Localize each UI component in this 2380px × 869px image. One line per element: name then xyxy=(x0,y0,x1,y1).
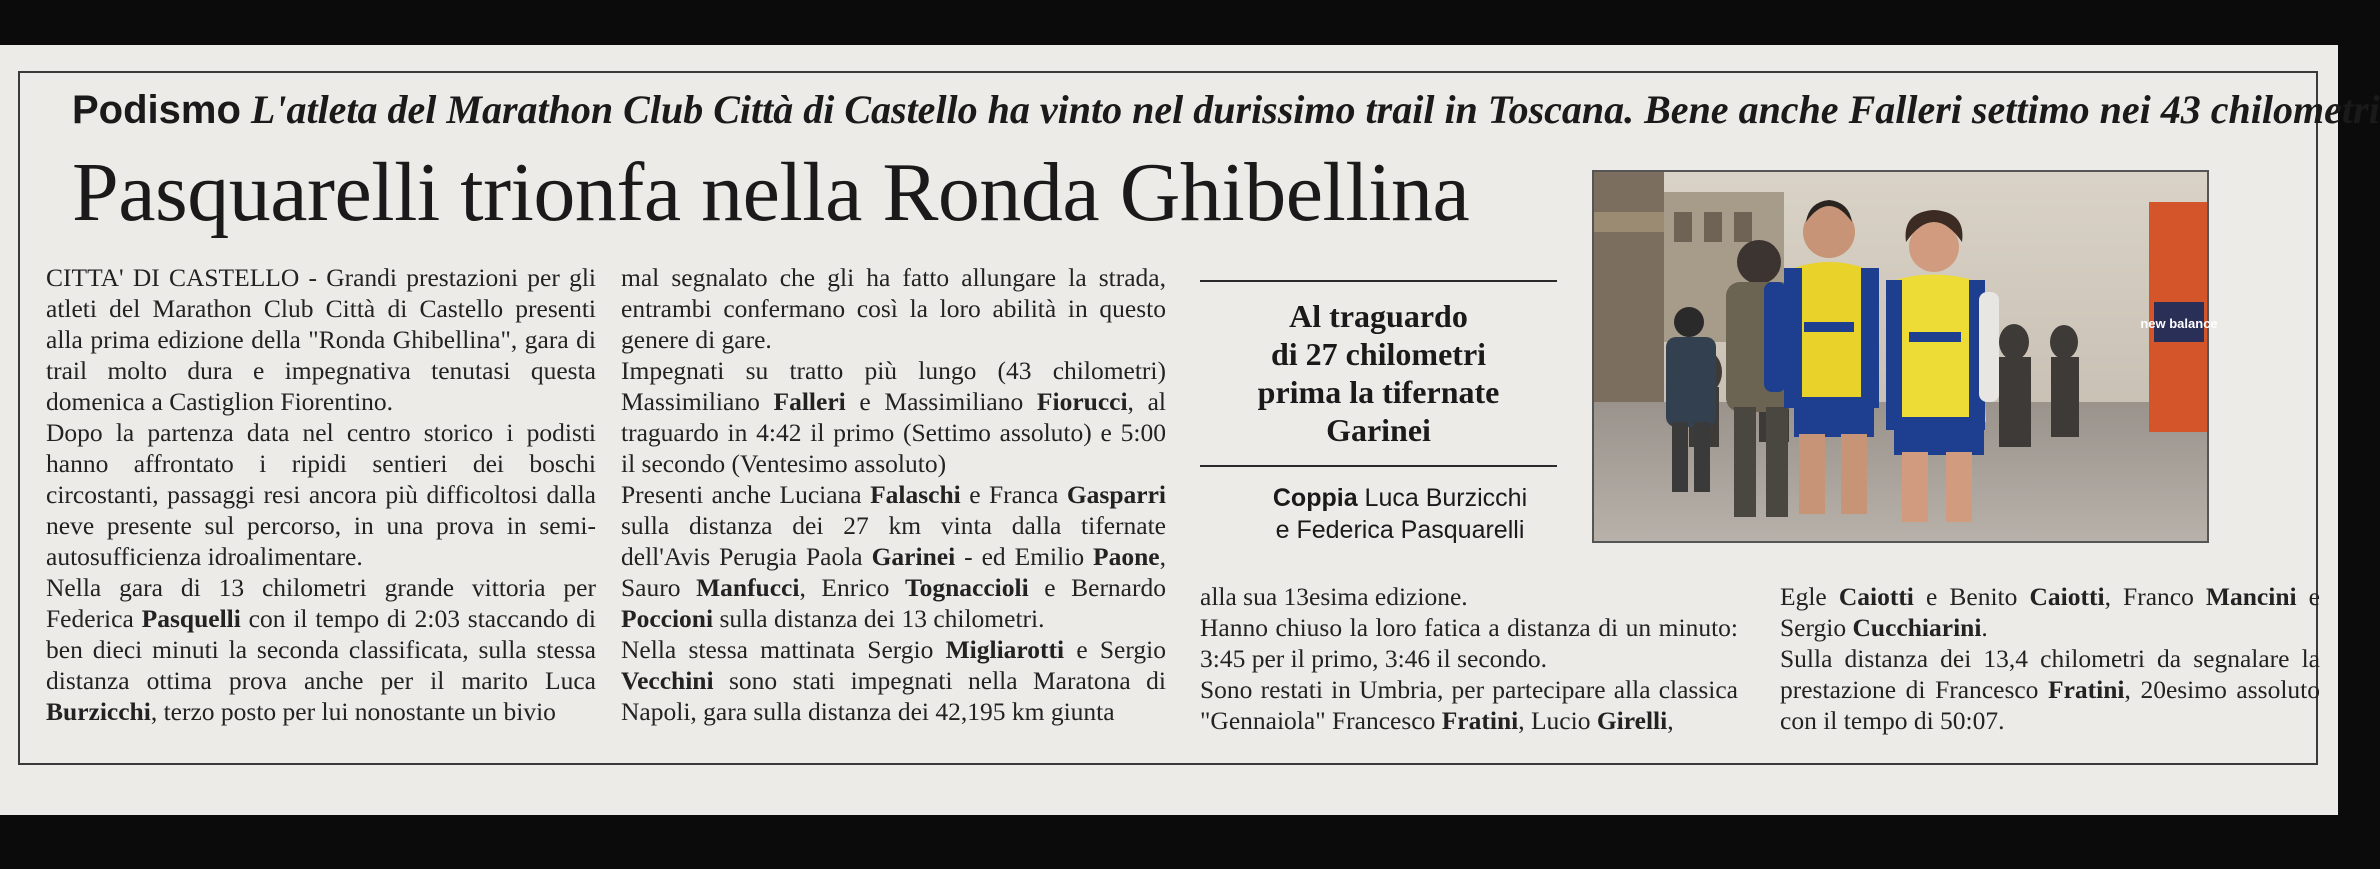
paragraph-text: Egle xyxy=(1780,582,1839,611)
pullquote-line: Al traguardo xyxy=(1289,298,1468,334)
athlete-surname: Caiotti xyxy=(1838,582,1914,611)
athlete-surname: Fiorucci xyxy=(1036,387,1128,416)
athlete-surname: Caiotti xyxy=(2029,582,2105,611)
paragraph-text: Impegnati su tratto più lungo (43 chilometri) Massimiliano xyxy=(621,356,1166,416)
paragraph-text: Presenti anche Luciana xyxy=(621,480,871,509)
kicker-line xyxy=(72,84,2380,136)
paragraph-text: sulla distanza dei 13 chilometri. xyxy=(713,604,1045,633)
paragraph-text: sono stati impegnati nella Maratona di Napoli, gara sulla distanza dei 42,195 km giunta xyxy=(621,666,1166,726)
athlete-surname: Burzicchi xyxy=(46,697,151,726)
body-column-1 xyxy=(46,262,596,727)
paragraph-text: con il tempo di 2:03 staccando di ben dieci minuti la seconda classificata, sulla stessa distanza ottima prova anche per il marito Luca xyxy=(46,604,597,695)
paragraph-text: , xyxy=(1667,706,1674,735)
paragraph-text: mal segnalato che gli ha fatto allungare la strada, entrambi confermano così la loro abilità in questo genere di gare. xyxy=(621,263,1166,354)
body-paragraph xyxy=(46,262,596,417)
athlete-surname: Falleri xyxy=(773,387,846,416)
paragraph-text: Dopo la partenza data nel centro storico i podisti hanno affrontato i ripidi sentieri dei boschi circostanti, passaggi resi ancora più difficoltosi dalla neve presente sul percorso, in una prova in semi-autosufficienza idroalimentare. xyxy=(46,418,596,571)
athlete-surname: Falaschi xyxy=(870,480,961,509)
body-column-4 xyxy=(1780,581,2320,736)
athlete-surname: Migliarotti xyxy=(945,635,1065,664)
photo-illustration xyxy=(1594,172,2218,541)
paragraph-text: e Sergio xyxy=(1064,635,1166,664)
pullquote xyxy=(1200,297,1557,449)
headline: Pasquarelli trionfa nella Ronda Ghibellina xyxy=(72,146,1470,239)
athlete-surname: Manfucci xyxy=(696,573,800,602)
paragraph-text: e Sergio xyxy=(1780,582,2320,642)
body-paragraph xyxy=(621,262,1166,355)
paragraph-text: , Lucio xyxy=(1518,706,1597,735)
athlete-surname: Gasparri xyxy=(1066,480,1166,509)
paragraph-text: , al traguardo in 4:42 il primo (Settimo assoluto) e 5:00 il secondo (Ventesimo assoluto) xyxy=(621,387,1166,478)
athlete-surname: Fratini xyxy=(2048,675,2125,704)
body-paragraph xyxy=(621,355,1166,479)
athlete-surname: Fratini xyxy=(1441,706,1519,735)
body-paragraph xyxy=(1780,581,2320,643)
body-paragraph xyxy=(46,417,596,572)
paragraph-text: e Franca xyxy=(960,480,1067,509)
athlete-surname: Garinei xyxy=(871,542,956,571)
paragraph-text: CITTA' DI CASTELLO - Grandi prestazioni per gli atleti del Marathon Club Città di Castello presenti alla prima edizione della "Ronda Ghibellina", gara di trail molto dura e impegnativa tenutasi questa domenica a Castiglion Fiorentino. xyxy=(46,263,596,416)
paragraph-text: e Benito xyxy=(1913,582,2030,611)
subheadline: L'atleta del Marathon Club Città di Castello ha vinto nel durissimo trail in Toscana. Bene anche Falleri settimo nei 43 chilometri xyxy=(250,87,2380,132)
pullquote-line: prima la tifernate xyxy=(1257,374,1500,410)
caption-text-2: e Federica Pasquarelli xyxy=(1275,516,1525,544)
paragraph-text: Nella gara di 13 chilometri grande vittoria per Federica xyxy=(46,573,596,633)
paragraph-text: Hanno chiuso la loro fatica a distanza di un minuto: 3:45 per il primo, 3:46 il secondo. xyxy=(1200,613,1738,673)
pullquote-rule-top xyxy=(1200,280,1557,282)
athlete-surname: Paone xyxy=(1093,542,1160,571)
paragraph-text: sulla distanza dei 27 km vinta dalla tifernate dell'Avis Perugia Paola xyxy=(621,511,1166,571)
section-label: Podismo xyxy=(72,88,241,132)
pullquote-line: Garinei xyxy=(1326,412,1431,448)
photo-caption xyxy=(1230,482,1570,546)
body-paragraph xyxy=(1200,612,1738,674)
caption-text: Luca Burzicchi xyxy=(1364,484,1528,512)
body-paragraph xyxy=(1200,581,1738,612)
paragraph-text: alla sua 13esima edizione. xyxy=(1200,582,1468,611)
athlete-surname: Tognaccioli xyxy=(904,573,1029,602)
body-paragraph xyxy=(1200,674,1738,736)
banner-logo-text: new balance xyxy=(2140,316,2218,331)
paragraph-text: , Enrico xyxy=(799,573,905,602)
pullquote-line: di 27 chilometri xyxy=(1270,336,1487,372)
paragraph-text: , 20esimo assoluto con il tempo di 50:07. xyxy=(1780,675,2320,735)
runners-photo xyxy=(1592,170,2218,543)
body-column-3 xyxy=(1200,581,1738,736)
pullquote-rule-bottom xyxy=(1200,465,1557,467)
athlete-surname: Poccioni xyxy=(621,604,714,633)
body-paragraph xyxy=(621,634,1166,727)
body-paragraph xyxy=(1780,643,2320,736)
athlete-surname: Vecchini xyxy=(621,666,714,695)
paragraph-text: Sono restati in Umbria, per partecipare alla classica "Gennaiola" Francesco xyxy=(1200,675,1738,735)
paragraph-text: - ed Emilio xyxy=(955,542,1094,571)
paragraph-text: e Massimiliano xyxy=(845,387,1037,416)
paragraph-text: , Sauro xyxy=(621,542,1166,602)
paragraph-text: , terzo posto per lui nonostante un bivio xyxy=(150,697,556,726)
caption-label: Coppia xyxy=(1272,484,1358,512)
paragraph-text: e Bernardo xyxy=(1028,573,1166,602)
body-column-2 xyxy=(621,262,1166,727)
athlete-surname: Girelli xyxy=(1596,706,1668,735)
paragraph-text: Sulla distanza dei 13,4 chilometri da segnalare la prestazione di Francesco xyxy=(1780,644,2320,704)
body-paragraph xyxy=(46,572,596,727)
paragraph-text: , Franco xyxy=(2104,582,2206,611)
body-paragraph xyxy=(621,479,1166,634)
paragraph-text: Nella stessa mattinata Sergio xyxy=(621,635,946,664)
athlete-surname: Pasquelli xyxy=(141,604,241,633)
athlete-surname: Mancini xyxy=(2205,582,2297,611)
paragraph-text: . xyxy=(1981,613,1988,642)
athlete-surname: Cucchiarini xyxy=(1852,613,1982,642)
